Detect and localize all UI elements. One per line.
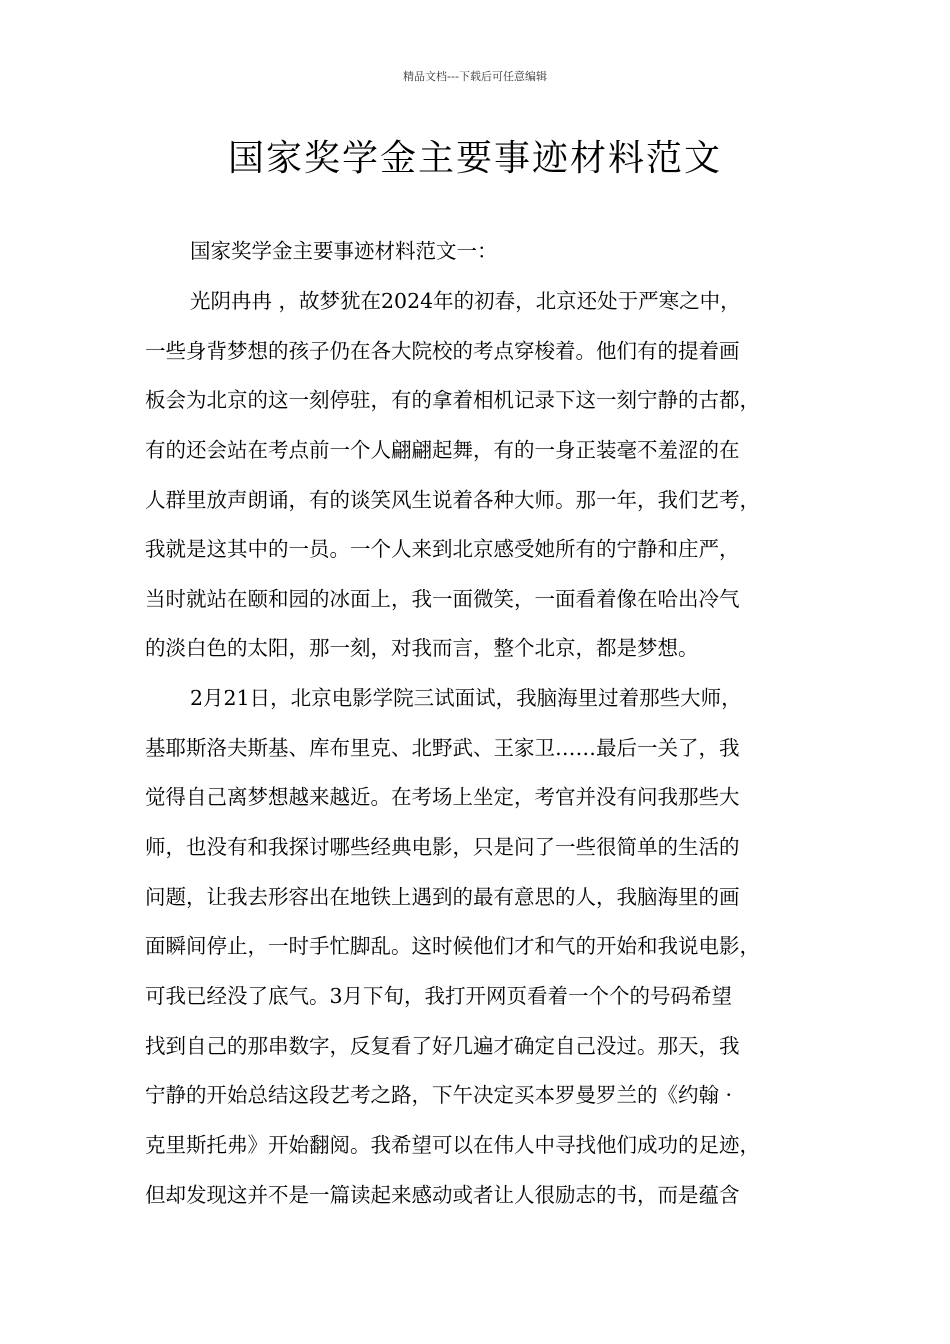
paragraph-line: 人群里放声朗诵，有的谈笑风生说着各种大师。那一年，我们艺考， xyxy=(145,488,760,512)
paragraph-line: 2月21日，北京电影学院三试面试，我脑海里过着那些大师， xyxy=(190,686,742,710)
paragraph-line: 但却发现这并不是一篇读起来感动或者让人很励志的书，而是蕴含 xyxy=(145,1183,740,1207)
paragraph-line: 基耶斯洛夫斯基、库布里克、北野武、王家卫……最后一关了，我 xyxy=(145,736,740,760)
paragraph-line: 面瞬间停止，一时手忙脚乱。这时候他们才和气的开始和我说电影， xyxy=(145,934,760,958)
paragraph-line: 我就是这其中的一员。一个人来到北京感受她所有的宁静和庄严， xyxy=(145,537,740,561)
paragraph-line: 觉得自己离梦想越来越近。在考场上坐定，考官并没有问我那些大 xyxy=(145,785,740,809)
paragraph-line: 的淡白色的太阳，那一刻，对我而言，整个北京，都是梦想。 xyxy=(145,636,699,660)
header-note: 精品文档---下载后可任意编辑 xyxy=(403,70,547,83)
paragraph-line: 当时就站在颐和园的冰面上，我一面微笑，一面看着像在哈出冷气 xyxy=(145,587,740,611)
paragraph-line: 宁静的开始总结这段艺考之路，下午决定买本罗曼罗兰的《约翰 · xyxy=(145,1083,733,1107)
paragraph-line: 可我已经没了底气。3月下旬，我打开网页看着一个个的号码希望 xyxy=(145,984,733,1008)
paragraph-line: 找到自己的那串数字，反复看了好几遍才确定自己没过。那天，我 xyxy=(145,1034,740,1058)
paragraph-line: 有的还会站在考点前一个人翩翩起舞，有的一身正装毫不羞涩的在 xyxy=(145,438,740,462)
paragraph-line: 师，也没有和我探讨哪些经典电影，只是问了一些很简单的生活的 xyxy=(145,835,740,859)
paragraph-line: 一些身背梦想的孩子仍在各大院校的考点穿梭着。他们有的提着画 xyxy=(145,339,740,363)
paragraph-line: 板会为北京的这一刻停驻，有的拿着相机记录下这一刻宁静的古都， xyxy=(145,388,760,412)
section-heading: 国家奖学金主要事迹材料范文一： xyxy=(190,239,498,263)
paragraph-line: 光阴冉冉 ，故梦犹在2024年的初春，北京还处于严寒之中， xyxy=(190,289,741,313)
document-title: 国家奖学金主要事迹材料范文 xyxy=(227,138,722,179)
paragraph-line: 克里斯托弗》开始翻阅。我希望可以在伟人中寻找他们成功的足迹， xyxy=(145,1133,760,1157)
paragraph-line: 问题，让我去形容出在地铁上遇到的最有意思的人，我脑海里的画 xyxy=(145,885,740,909)
